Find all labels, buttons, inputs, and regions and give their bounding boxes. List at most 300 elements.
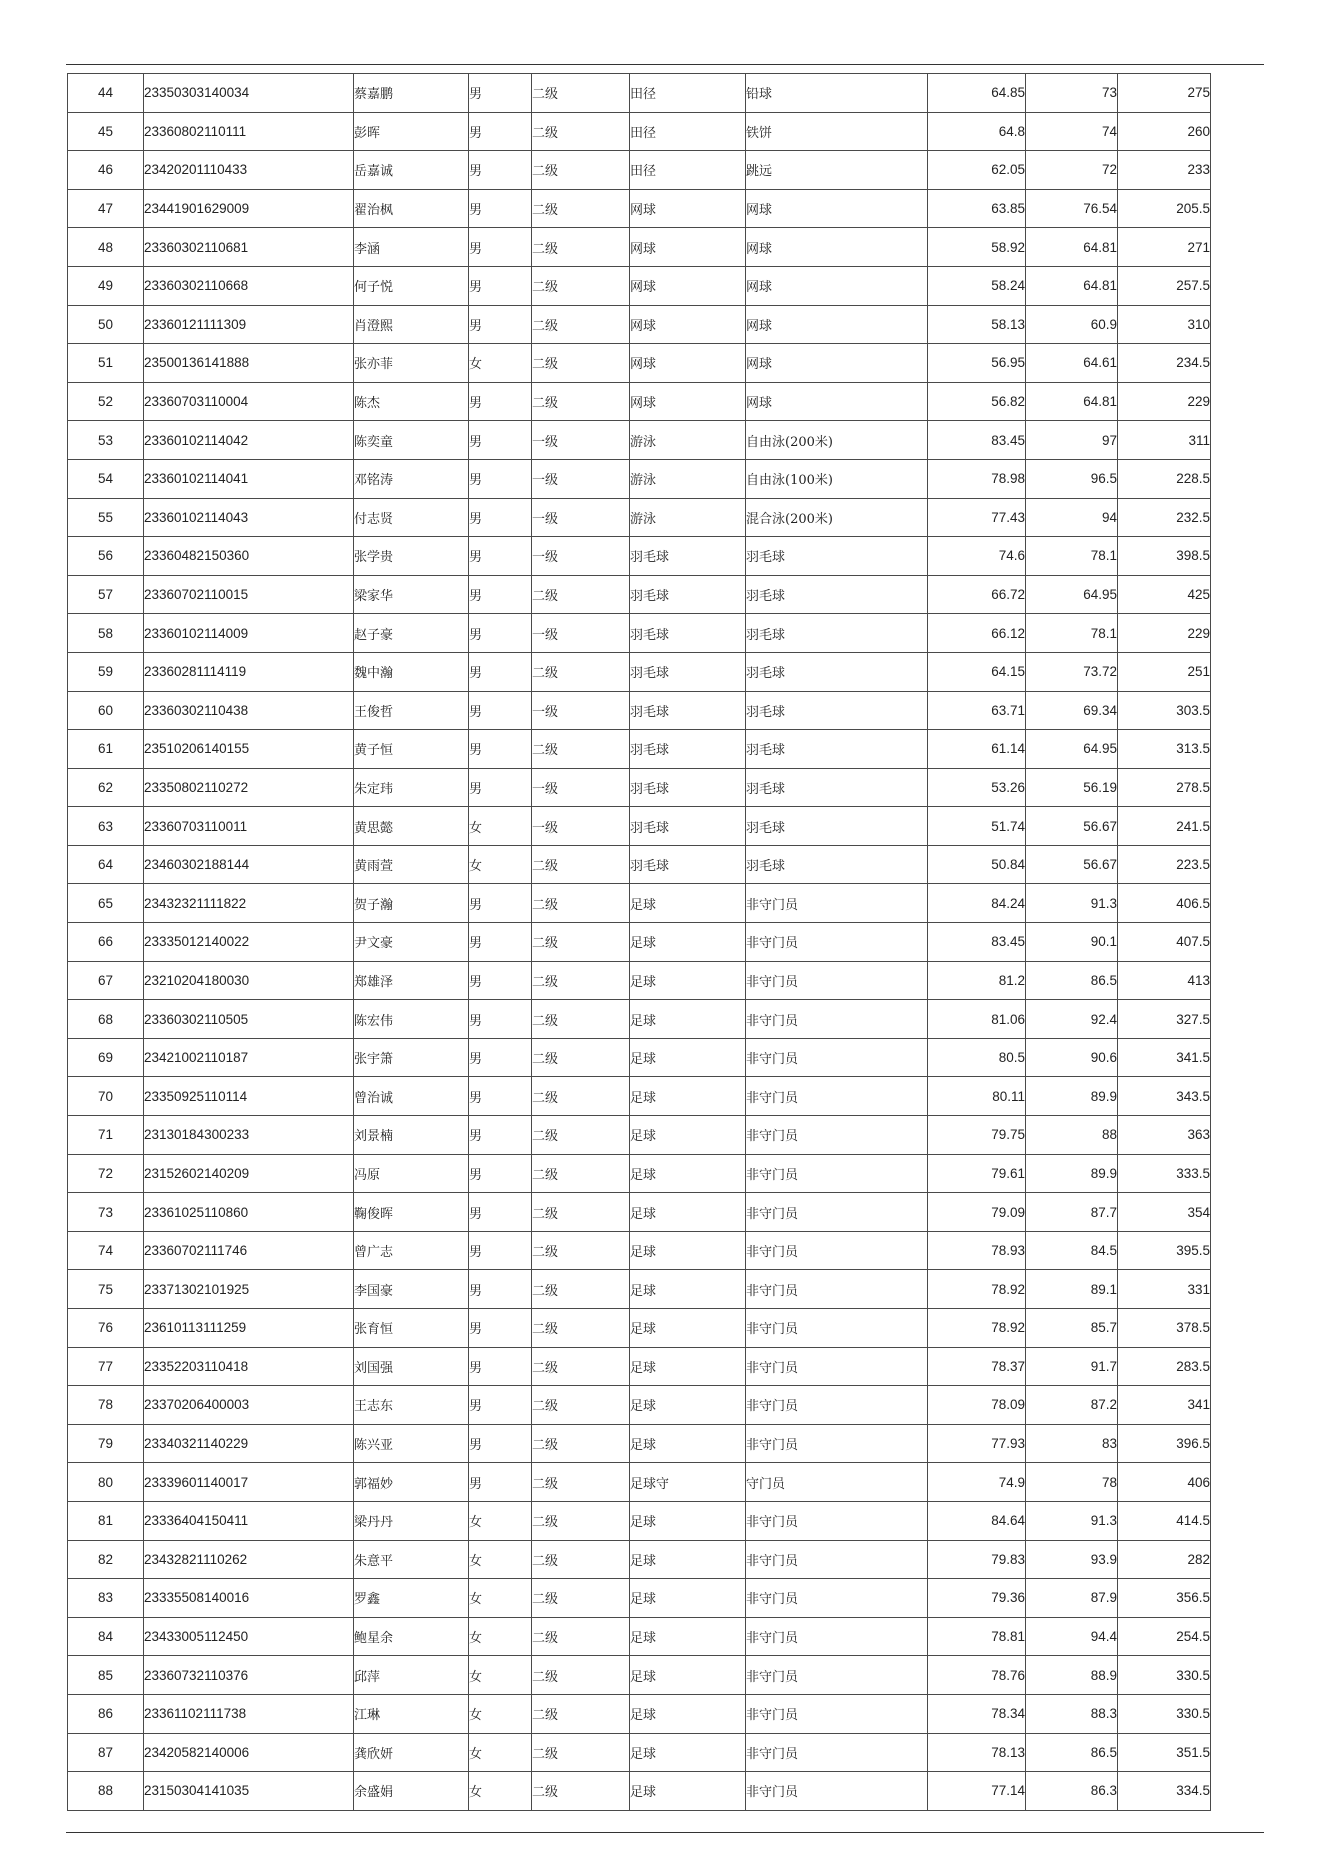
event-cell: 羽毛球 xyxy=(746,652,928,691)
grade-cell: 二级 xyxy=(532,1501,630,1540)
event-cell: 非守门员 xyxy=(746,1424,928,1463)
event-cell: 羽毛球 xyxy=(746,768,928,807)
score-2-cell: 64.95 xyxy=(1026,575,1118,614)
table-row xyxy=(68,1617,1211,1656)
gender-cell: 女 xyxy=(469,1772,532,1811)
score-2-cell: 73.72 xyxy=(1026,652,1118,691)
sport-cell: 羽毛球 xyxy=(630,807,746,846)
row-index-cell: 62 xyxy=(68,768,144,807)
name-cell: 赵子豪 xyxy=(354,614,469,653)
name-cell: 邓铭涛 xyxy=(354,459,469,498)
table-row xyxy=(68,228,1211,267)
student-id-cell: 23150304141035 xyxy=(144,1772,354,1811)
student-id-cell: 23360703110011 xyxy=(144,807,354,846)
score-3-cell: 331 xyxy=(1118,1270,1211,1309)
gender-cell: 男 xyxy=(469,112,532,151)
sport-cell: 田径 xyxy=(630,151,746,190)
student-id-cell: 23420201110433 xyxy=(144,151,354,190)
sport-cell: 足球 xyxy=(630,1193,746,1232)
score-1-cell: 77.14 xyxy=(928,1772,1026,1811)
row-index-cell: 49 xyxy=(68,266,144,305)
row-index-cell: 61 xyxy=(68,730,144,769)
score-3-cell: 251 xyxy=(1118,652,1211,691)
table-row xyxy=(68,884,1211,923)
row-index-cell: 45 xyxy=(68,112,144,151)
gender-cell: 男 xyxy=(469,884,532,923)
row-index-cell: 87 xyxy=(68,1733,144,1772)
grade-cell: 二级 xyxy=(532,344,630,383)
row-index-cell: 80 xyxy=(68,1463,144,1502)
event-cell: 非守门员 xyxy=(746,1116,928,1155)
student-id-cell: 23360302110505 xyxy=(144,1000,354,1039)
row-index-cell: 58 xyxy=(68,614,144,653)
score-3-cell: 395.5 xyxy=(1118,1231,1211,1270)
row-index-cell: 85 xyxy=(68,1656,144,1695)
grade-cell: 二级 xyxy=(532,1424,630,1463)
name-cell: 张亦菲 xyxy=(354,344,469,383)
score-3-cell: 313.5 xyxy=(1118,730,1211,769)
student-id-cell: 23360102114043 xyxy=(144,498,354,537)
event-cell: 羽毛球 xyxy=(746,614,928,653)
gender-cell: 女 xyxy=(469,1501,532,1540)
sport-cell: 足球 xyxy=(630,961,746,1000)
score-2-cell: 89.9 xyxy=(1026,1154,1118,1193)
grade-cell: 二级 xyxy=(532,74,630,113)
score-1-cell: 84.24 xyxy=(928,884,1026,923)
event-cell: 非守门员 xyxy=(746,1579,928,1618)
sport-cell: 足球 xyxy=(630,1733,746,1772)
grade-cell: 二级 xyxy=(532,1000,630,1039)
table-row xyxy=(68,266,1211,305)
score-1-cell: 78.93 xyxy=(928,1231,1026,1270)
row-index-cell: 56 xyxy=(68,537,144,576)
table-row xyxy=(68,1772,1211,1811)
score-1-cell: 77.93 xyxy=(928,1424,1026,1463)
score-3-cell: 334.5 xyxy=(1118,1772,1211,1811)
grade-cell: 二级 xyxy=(532,266,630,305)
score-1-cell: 79.61 xyxy=(928,1154,1026,1193)
event-cell: 非守门员 xyxy=(746,1193,928,1232)
score-1-cell: 66.12 xyxy=(928,614,1026,653)
gender-cell: 男 xyxy=(469,1000,532,1039)
table-row xyxy=(68,1193,1211,1232)
table-row xyxy=(68,1386,1211,1425)
row-index-cell: 57 xyxy=(68,575,144,614)
score-2-cell: 64.61 xyxy=(1026,344,1118,383)
score-1-cell: 58.24 xyxy=(928,266,1026,305)
student-id-cell: 23360802110111 xyxy=(144,112,354,151)
name-cell: 黄子恒 xyxy=(354,730,469,769)
sport-cell: 足球 xyxy=(630,1309,746,1348)
row-index-cell: 76 xyxy=(68,1309,144,1348)
student-id-cell: 23350925110114 xyxy=(144,1077,354,1116)
score-3-cell: 229 xyxy=(1118,614,1211,653)
table-row xyxy=(68,807,1211,846)
score-2-cell: 78.1 xyxy=(1026,614,1118,653)
gender-cell: 男 xyxy=(469,730,532,769)
table-row xyxy=(68,382,1211,421)
score-3-cell: 330.5 xyxy=(1118,1694,1211,1733)
score-3-cell: 254.5 xyxy=(1118,1617,1211,1656)
event-cell: 守门员 xyxy=(746,1463,928,1502)
row-index-cell: 63 xyxy=(68,807,144,846)
score-3-cell: 406.5 xyxy=(1118,884,1211,923)
gender-cell: 男 xyxy=(469,1193,532,1232)
table-row xyxy=(68,1579,1211,1618)
sport-cell: 羽毛球 xyxy=(630,575,746,614)
score-3-cell: 343.5 xyxy=(1118,1077,1211,1116)
table-row xyxy=(68,1463,1211,1502)
score-3-cell: 278.5 xyxy=(1118,768,1211,807)
event-cell: 混合泳(200米) xyxy=(746,498,928,537)
score-2-cell: 60.9 xyxy=(1026,305,1118,344)
gender-cell: 女 xyxy=(469,1656,532,1695)
row-index-cell: 54 xyxy=(68,459,144,498)
score-1-cell: 58.13 xyxy=(928,305,1026,344)
score-3-cell: 406 xyxy=(1118,1463,1211,1502)
score-2-cell: 73 xyxy=(1026,74,1118,113)
score-2-cell: 87.9 xyxy=(1026,1579,1118,1618)
sport-cell: 足球 xyxy=(630,1656,746,1695)
gender-cell: 男 xyxy=(469,74,532,113)
score-1-cell: 53.26 xyxy=(928,768,1026,807)
sport-cell: 足球 xyxy=(630,1038,746,1077)
name-cell: 冯原 xyxy=(354,1154,469,1193)
row-index-cell: 53 xyxy=(68,421,144,460)
grade-cell: 二级 xyxy=(532,1463,630,1502)
name-cell: 付志贤 xyxy=(354,498,469,537)
name-cell: 翟治枫 xyxy=(354,189,469,228)
sport-cell: 足球 xyxy=(630,1579,746,1618)
sport-cell: 羽毛球 xyxy=(630,845,746,884)
table-row xyxy=(68,1424,1211,1463)
event-cell: 羽毛球 xyxy=(746,691,928,730)
name-cell: 黄雨萱 xyxy=(354,845,469,884)
score-2-cell: 89.1 xyxy=(1026,1270,1118,1309)
score-3-cell: 311 xyxy=(1118,421,1211,460)
student-id-cell: 23432321111822 xyxy=(144,884,354,923)
score-3-cell: 351.5 xyxy=(1118,1733,1211,1772)
grade-cell: 二级 xyxy=(532,112,630,151)
page-bottom-rule xyxy=(66,1832,1264,1833)
table-row xyxy=(68,537,1211,576)
row-index-cell: 79 xyxy=(68,1424,144,1463)
sport-cell: 网球 xyxy=(630,228,746,267)
score-1-cell: 81.06 xyxy=(928,1000,1026,1039)
score-3-cell: 413 xyxy=(1118,961,1211,1000)
name-cell: 黄思懿 xyxy=(354,807,469,846)
table-row xyxy=(68,112,1211,151)
student-id-cell: 23350303140034 xyxy=(144,74,354,113)
sport-cell: 足球 xyxy=(630,1617,746,1656)
score-3-cell: 398.5 xyxy=(1118,537,1211,576)
score-2-cell: 56.67 xyxy=(1026,807,1118,846)
student-id-cell: 23500136141888 xyxy=(144,344,354,383)
score-1-cell: 64.15 xyxy=(928,652,1026,691)
student-id-cell: 23360302110438 xyxy=(144,691,354,730)
student-id-cell: 23432821110262 xyxy=(144,1540,354,1579)
row-index-cell: 59 xyxy=(68,652,144,691)
student-id-cell: 23335508140016 xyxy=(144,1579,354,1618)
score-1-cell: 81.2 xyxy=(928,961,1026,1000)
score-1-cell: 79.36 xyxy=(928,1579,1026,1618)
grade-cell: 二级 xyxy=(532,1116,630,1155)
name-cell: 贺子瀚 xyxy=(354,884,469,923)
grade-cell: 一级 xyxy=(532,691,630,730)
grade-cell: 一级 xyxy=(532,459,630,498)
row-index-cell: 88 xyxy=(68,1772,144,1811)
grade-cell: 二级 xyxy=(532,1617,630,1656)
score-3-cell: 330.5 xyxy=(1118,1656,1211,1695)
gender-cell: 男 xyxy=(469,691,532,730)
gender-cell: 女 xyxy=(469,1733,532,1772)
gender-cell: 男 xyxy=(469,1116,532,1155)
score-2-cell: 96.5 xyxy=(1026,459,1118,498)
page-top-rule xyxy=(66,64,1264,65)
event-cell: 网球 xyxy=(746,266,928,305)
table-row xyxy=(68,1694,1211,1733)
event-cell: 羽毛球 xyxy=(746,575,928,614)
score-2-cell: 56.19 xyxy=(1026,768,1118,807)
table-row xyxy=(68,1540,1211,1579)
score-2-cell: 88.9 xyxy=(1026,1656,1118,1695)
sport-cell: 游泳 xyxy=(630,459,746,498)
score-1-cell: 78.98 xyxy=(928,459,1026,498)
grade-cell: 二级 xyxy=(532,1540,630,1579)
grade-cell: 二级 xyxy=(532,845,630,884)
score-1-cell: 64.85 xyxy=(928,74,1026,113)
score-2-cell: 86.3 xyxy=(1026,1772,1118,1811)
score-2-cell: 84.5 xyxy=(1026,1231,1118,1270)
score-2-cell: 64.81 xyxy=(1026,266,1118,305)
event-cell: 非守门员 xyxy=(746,1309,928,1348)
score-2-cell: 90.1 xyxy=(1026,923,1118,962)
name-cell: 王志东 xyxy=(354,1386,469,1425)
event-cell: 羽毛球 xyxy=(746,807,928,846)
table-row xyxy=(68,1309,1211,1348)
gender-cell: 男 xyxy=(469,459,532,498)
event-cell: 非守门员 xyxy=(746,1694,928,1733)
row-index-cell: 82 xyxy=(68,1540,144,1579)
name-cell: 陈宏伟 xyxy=(354,1000,469,1039)
score-3-cell: 425 xyxy=(1118,575,1211,614)
gender-cell: 男 xyxy=(469,961,532,1000)
score-2-cell: 83 xyxy=(1026,1424,1118,1463)
name-cell: 何子悦 xyxy=(354,266,469,305)
score-3-cell: 356.5 xyxy=(1118,1579,1211,1618)
score-1-cell: 62.05 xyxy=(928,151,1026,190)
score-2-cell: 78 xyxy=(1026,1463,1118,1502)
row-index-cell: 46 xyxy=(68,151,144,190)
table-row xyxy=(68,1000,1211,1039)
name-cell: 张宇箫 xyxy=(354,1038,469,1077)
score-2-cell: 85.7 xyxy=(1026,1309,1118,1348)
sport-cell: 羽毛球 xyxy=(630,652,746,691)
table-row xyxy=(68,459,1211,498)
score-3-cell: 327.5 xyxy=(1118,1000,1211,1039)
event-cell: 非守门员 xyxy=(746,1231,928,1270)
sport-cell: 足球 xyxy=(630,1154,746,1193)
name-cell: 朱意平 xyxy=(354,1540,469,1579)
grade-cell: 二级 xyxy=(532,1193,630,1232)
score-1-cell: 79.75 xyxy=(928,1116,1026,1155)
score-3-cell: 407.5 xyxy=(1118,923,1211,962)
event-cell: 非守门员 xyxy=(746,1154,928,1193)
student-id-cell: 23360702111746 xyxy=(144,1231,354,1270)
name-cell: 郭福妙 xyxy=(354,1463,469,1502)
table-row xyxy=(68,1077,1211,1116)
score-2-cell: 94.4 xyxy=(1026,1617,1118,1656)
row-index-cell: 81 xyxy=(68,1501,144,1540)
sport-cell: 羽毛球 xyxy=(630,691,746,730)
score-3-cell: 260 xyxy=(1118,112,1211,151)
student-id-cell: 23420582140006 xyxy=(144,1733,354,1772)
student-id-cell: 23361025110860 xyxy=(144,1193,354,1232)
score-2-cell: 97 xyxy=(1026,421,1118,460)
grade-cell: 二级 xyxy=(532,1656,630,1695)
grade-cell: 二级 xyxy=(532,1231,630,1270)
sport-cell: 羽毛球 xyxy=(630,614,746,653)
grade-cell: 二级 xyxy=(532,151,630,190)
gender-cell: 男 xyxy=(469,652,532,691)
gender-cell: 男 xyxy=(469,1463,532,1502)
grade-cell: 二级 xyxy=(532,1579,630,1618)
table-row xyxy=(68,1270,1211,1309)
grade-cell: 二级 xyxy=(532,1270,630,1309)
event-cell: 铅球 xyxy=(746,74,928,113)
gender-cell: 男 xyxy=(469,1154,532,1193)
gender-cell: 女 xyxy=(469,845,532,884)
event-cell: 非守门员 xyxy=(746,1772,928,1811)
score-2-cell: 69.34 xyxy=(1026,691,1118,730)
score-3-cell: 223.5 xyxy=(1118,845,1211,884)
gender-cell: 男 xyxy=(469,1309,532,1348)
sport-cell: 足球 xyxy=(630,1772,746,1811)
sport-cell: 网球 xyxy=(630,305,746,344)
table-row xyxy=(68,151,1211,190)
roster-table-body xyxy=(68,74,1211,1811)
name-cell: 曾治诚 xyxy=(354,1077,469,1116)
sport-cell: 足球 xyxy=(630,1386,746,1425)
grade-cell: 二级 xyxy=(532,1386,630,1425)
gender-cell: 男 xyxy=(469,768,532,807)
name-cell: 刘景楠 xyxy=(354,1116,469,1155)
score-1-cell: 80.5 xyxy=(928,1038,1026,1077)
score-3-cell: 283.5 xyxy=(1118,1347,1211,1386)
table-row xyxy=(68,652,1211,691)
student-id-cell: 23360702110015 xyxy=(144,575,354,614)
grade-cell: 二级 xyxy=(532,961,630,1000)
student-id-cell: 23360121111309 xyxy=(144,305,354,344)
sport-cell: 羽毛球 xyxy=(630,730,746,769)
gender-cell: 男 xyxy=(469,382,532,421)
grade-cell: 二级 xyxy=(532,884,630,923)
event-cell: 羽毛球 xyxy=(746,845,928,884)
table-row xyxy=(68,575,1211,614)
score-3-cell: 310 xyxy=(1118,305,1211,344)
score-3-cell: 234.5 xyxy=(1118,344,1211,383)
student-id-cell: 23371302101925 xyxy=(144,1270,354,1309)
score-2-cell: 86.5 xyxy=(1026,1733,1118,1772)
gender-cell: 男 xyxy=(469,537,532,576)
gender-cell: 男 xyxy=(469,1424,532,1463)
student-id-cell: 23360281114119 xyxy=(144,652,354,691)
score-3-cell: 241.5 xyxy=(1118,807,1211,846)
score-2-cell: 90.6 xyxy=(1026,1038,1118,1077)
student-id-cell: 23360302110681 xyxy=(144,228,354,267)
score-1-cell: 83.45 xyxy=(928,923,1026,962)
gender-cell: 男 xyxy=(469,575,532,614)
score-3-cell: 232.5 xyxy=(1118,498,1211,537)
row-index-cell: 84 xyxy=(68,1617,144,1656)
score-1-cell: 50.84 xyxy=(928,845,1026,884)
gender-cell: 男 xyxy=(469,498,532,537)
name-cell: 张学贵 xyxy=(354,537,469,576)
score-3-cell: 333.5 xyxy=(1118,1154,1211,1193)
name-cell: 张育恒 xyxy=(354,1309,469,1348)
event-cell: 非守门员 xyxy=(746,1617,928,1656)
row-index-cell: 52 xyxy=(68,382,144,421)
score-2-cell: 56.67 xyxy=(1026,845,1118,884)
gender-cell: 男 xyxy=(469,1347,532,1386)
name-cell: 江琳 xyxy=(354,1694,469,1733)
score-3-cell: 341.5 xyxy=(1118,1038,1211,1077)
score-2-cell: 91.3 xyxy=(1026,884,1118,923)
row-index-cell: 44 xyxy=(68,74,144,113)
sport-cell: 网球 xyxy=(630,382,746,421)
score-1-cell: 56.82 xyxy=(928,382,1026,421)
grade-cell: 一级 xyxy=(532,421,630,460)
score-2-cell: 88 xyxy=(1026,1116,1118,1155)
score-1-cell: 79.09 xyxy=(928,1193,1026,1232)
event-cell: 网球 xyxy=(746,305,928,344)
sport-cell: 羽毛球 xyxy=(630,537,746,576)
score-3-cell: 205.5 xyxy=(1118,189,1211,228)
name-cell: 余盛娟 xyxy=(354,1772,469,1811)
table-row xyxy=(68,1231,1211,1270)
name-cell: 朱定玮 xyxy=(354,768,469,807)
score-3-cell: 354 xyxy=(1118,1193,1211,1232)
grade-cell: 一级 xyxy=(532,614,630,653)
sport-cell: 足球 xyxy=(630,1116,746,1155)
student-id-cell: 23433005112450 xyxy=(144,1617,354,1656)
name-cell: 尹文豪 xyxy=(354,923,469,962)
score-1-cell: 74.6 xyxy=(928,537,1026,576)
event-cell: 非守门员 xyxy=(746,1270,928,1309)
name-cell: 梁丹丹 xyxy=(354,1501,469,1540)
event-cell: 非守门员 xyxy=(746,1501,928,1540)
grade-cell: 二级 xyxy=(532,730,630,769)
name-cell: 罗鑫 xyxy=(354,1579,469,1618)
grade-cell: 二级 xyxy=(532,575,630,614)
name-cell: 王俊哲 xyxy=(354,691,469,730)
table-row xyxy=(68,923,1211,962)
gender-cell: 男 xyxy=(469,421,532,460)
grade-cell: 一级 xyxy=(532,768,630,807)
score-1-cell: 74.9 xyxy=(928,1463,1026,1502)
grade-cell: 二级 xyxy=(532,923,630,962)
sport-cell: 羽毛球 xyxy=(630,768,746,807)
score-2-cell: 64.81 xyxy=(1026,382,1118,421)
sport-cell: 网球 xyxy=(630,266,746,305)
student-id-cell: 23339601140017 xyxy=(144,1463,354,1502)
gender-cell: 男 xyxy=(469,189,532,228)
event-cell: 网球 xyxy=(746,228,928,267)
grade-cell: 一级 xyxy=(532,498,630,537)
table-row xyxy=(68,1116,1211,1155)
score-3-cell: 229 xyxy=(1118,382,1211,421)
gender-cell: 男 xyxy=(469,1077,532,1116)
